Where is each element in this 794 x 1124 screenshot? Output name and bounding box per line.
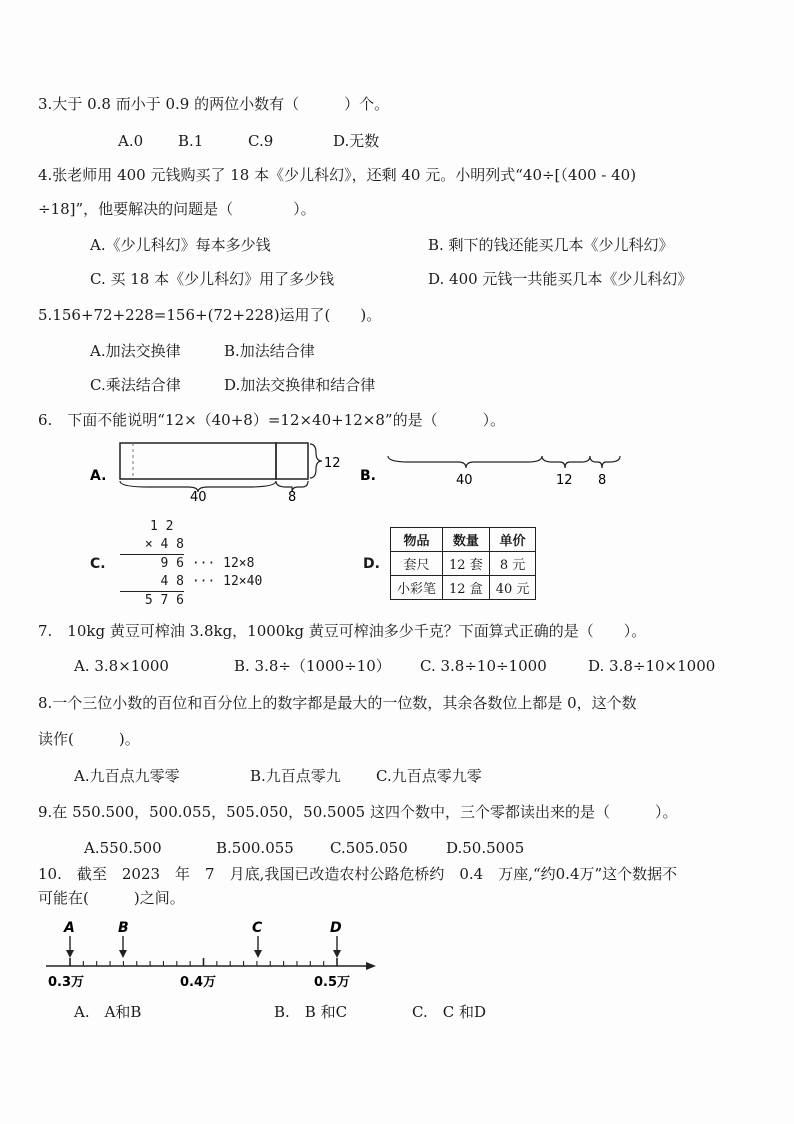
q6-option-d-letter: D. bbox=[363, 556, 380, 572]
q3-option-c: C.9 bbox=[248, 132, 274, 150]
table-header-cell: 物品 bbox=[391, 528, 443, 552]
table-cell: 12 盒 bbox=[443, 576, 490, 600]
calc-row-5: 5 7 6 bbox=[144, 593, 184, 608]
q4-stem-line1: 4.张老师用 400 元钱购买了 18 本《少儿科幻》，还剩 40 元。小明列式“40÷[（400 - 40) bbox=[38, 166, 637, 184]
table-cell: 小彩笔 bbox=[391, 576, 443, 600]
q10-option-b: B. B 和C bbox=[274, 1003, 348, 1021]
q5-option-a: A.加法交换律 bbox=[90, 342, 181, 360]
q6-option-b-letter: B. bbox=[360, 468, 376, 484]
q5-option-c: C.乘法结合律 bbox=[90, 376, 181, 394]
q3-stem: 3.大于 0.8 而小于 0.9 的两位小数有（ ）个。 bbox=[38, 95, 390, 113]
q6-stem: 6. 下面不能说明“12×（40+8）=12×40+12×8”的是（ ）。 bbox=[38, 411, 506, 429]
point-b-marker bbox=[118, 920, 129, 958]
point-c-label: C bbox=[252, 920, 263, 936]
table-cell: 12 套 bbox=[443, 552, 490, 576]
q6-option-b-label-8: 8 bbox=[598, 473, 607, 488]
q6-option-a-letter: A. bbox=[90, 468, 107, 484]
axis-label-0.4: 0.4万 bbox=[180, 975, 217, 990]
q5-option-d: D.加法交换律和结合律 bbox=[224, 376, 376, 394]
q4-option-c: C. 买 18 本《少儿科幻》用了多少钱 bbox=[90, 270, 335, 288]
q3-option-a: A.0 bbox=[118, 132, 144, 150]
calc-row-2: × 4 8 bbox=[120, 536, 184, 555]
table-row bbox=[391, 576, 536, 600]
q3-option-b: B.1 bbox=[178, 132, 204, 150]
calc-note-1: ··· 12×8 bbox=[191, 556, 255, 571]
q6-option-b-diagram bbox=[358, 446, 638, 496]
q8-option-c: C.九百点零九零 bbox=[376, 767, 482, 785]
q3-option-d: D.无数 bbox=[333, 132, 380, 150]
q6-option-a-diagram bbox=[88, 438, 358, 506]
calc-note-2: ··· 12×40 bbox=[191, 574, 263, 589]
point-c-marker bbox=[252, 920, 263, 958]
q7-option-a: A. 3.8×1000 bbox=[74, 657, 169, 675]
q6-option-d-table bbox=[390, 527, 536, 600]
calc-partial-1: 9 6 bbox=[160, 556, 184, 571]
q7-option-d: D. 3.8÷10×1000 bbox=[588, 657, 716, 675]
q6-option-b-label-40: 40 bbox=[456, 473, 473, 488]
table-header-cell: 数量 bbox=[443, 528, 490, 552]
q10-stem-line2: 可能在( )之间。 bbox=[38, 889, 185, 907]
q8-option-b: B.九百点零九 bbox=[250, 767, 341, 785]
q6-option-a-width-8: 8 bbox=[288, 490, 297, 505]
table-header-row bbox=[391, 528, 536, 552]
q6-option-a-width-40: 40 bbox=[190, 490, 207, 505]
axis-label-0.3: 0.3万 bbox=[48, 975, 85, 990]
q9-option-d: D.50.5005 bbox=[446, 839, 525, 857]
table-row bbox=[391, 552, 536, 576]
q8-stem-line2: 读作( )。 bbox=[38, 730, 140, 748]
q10-number-line bbox=[40, 918, 380, 990]
table-cell: 40 元 bbox=[489, 576, 536, 600]
q9-option-b: B.500.055 bbox=[216, 839, 294, 857]
q4-option-d: D. 400 元钱一共能买几本《少儿科幻》 bbox=[428, 270, 693, 288]
axis-label-0.5: 0.5万 bbox=[314, 975, 351, 990]
q5-option-b: B.加法结合律 bbox=[224, 342, 315, 360]
q9-option-a: A.550.500 bbox=[84, 839, 162, 857]
point-b-label: B bbox=[118, 920, 129, 936]
q8-option-a: A.九百点九零零 bbox=[74, 767, 180, 785]
point-a-label: A bbox=[64, 920, 75, 936]
q6-option-c-letter: C. bbox=[90, 556, 106, 572]
table-header-cell: 单价 bbox=[489, 528, 536, 552]
point-d-marker bbox=[330, 920, 342, 958]
q4-option-a: A.《少儿科幻》每本多少钱 bbox=[90, 236, 271, 254]
q8-stem-line1: 8.一个三位小数的百位和百分位上的数字都是最大的一位数，其余各数位上都是 0，这个数 bbox=[38, 694, 637, 712]
q4-stem-line2: ÷18]”，他要解决的问题是（ ）。 bbox=[38, 200, 316, 218]
q9-stem: 9.在 550.500，500.055，505.050，50.5005 这四个数中，三个零都读出来的是（ ）。 bbox=[38, 803, 678, 821]
table-cell: 套尺 bbox=[391, 552, 443, 576]
calc-row-1: 1 2 bbox=[150, 519, 174, 534]
calc-partial-2: 4 8 bbox=[120, 573, 184, 592]
q7-stem: 7. 10kg 黄豆可榨油 3.8kg，1000kg 黄豆可榨油多少千克？下面算式正确的是（ ）。 bbox=[38, 622, 647, 640]
q5-stem: 5.156+72+228=156+(72+228)运用了( )。 bbox=[38, 306, 382, 324]
point-a-marker bbox=[63, 920, 75, 958]
q10-stem-line1: 10. 截至 2023 年 7 月底,我国已改造农村公路危桥约 0.4 万座,“约0.4万”这个数据不 bbox=[38, 865, 678, 883]
calc-row-4 bbox=[120, 573, 262, 592]
q9-option-c: C.505.050 bbox=[330, 839, 408, 857]
q7-option-b: B. 3.8÷（1000÷10） bbox=[234, 657, 391, 675]
q6-option-a-height-label: 12 bbox=[324, 456, 341, 471]
q4-option-b: B. 剩下的钱还能买几本《少儿科幻》 bbox=[428, 236, 674, 254]
q10-option-a: A. A和B bbox=[74, 1003, 142, 1021]
q7-option-c: C. 3.8÷10÷1000 bbox=[420, 657, 547, 675]
q6-option-c-calculation bbox=[120, 518, 262, 610]
point-d-label: D bbox=[330, 920, 342, 936]
table-cell: 8 元 bbox=[489, 552, 536, 576]
q10-option-c: C. C 和D bbox=[412, 1003, 486, 1021]
q6-option-b-label-12: 12 bbox=[556, 473, 573, 488]
calc-row-3 bbox=[120, 555, 262, 573]
